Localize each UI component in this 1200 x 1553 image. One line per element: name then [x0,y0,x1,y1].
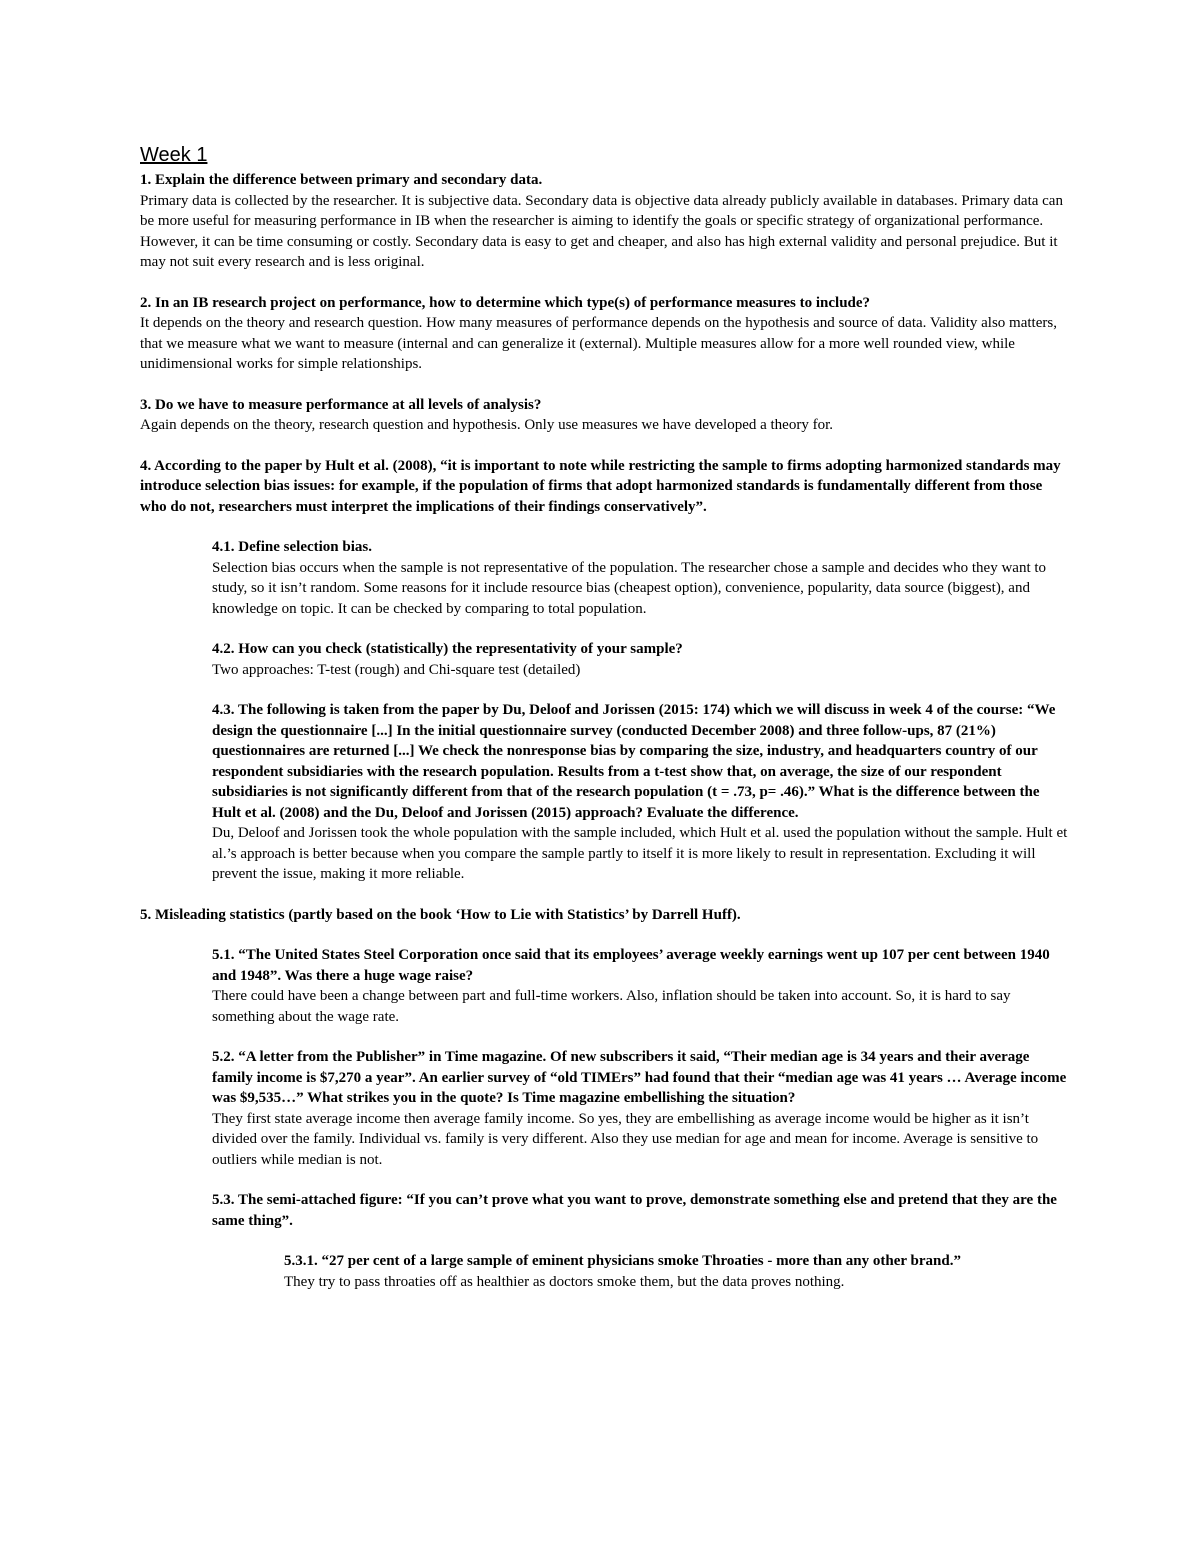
question-5-1: 5.1. “The United States Steel Corporation once said that its employees’ average weekly earnings went up 107 per cent between 1940 and 1948”. Was there a huge wage raise? [212,947,1050,984]
question-block-5-2 [212,1047,1070,1170]
answer-5-1: There could have been a change between part and full-time workers. Also, inflation should be taken into account. So, it is hard to say something about the wage rate. [212,988,1011,1025]
question-5-3: 5.3. The semi-attached figure: “If you can’t prove what you want to prove, demonstrate something else and pretend that they are the same thing”. [212,1192,1057,1229]
answer-5-2: They first state average income then average family income. So yes, they are embellishing as average income would be higher as it isn’t divided over the family. Individual vs. family is very different. Also they use median for age and mean for income. Average is sensitive to outliers while median is not. [212,1110,1039,1168]
question-4: 4. According to the paper by Hult et al. (2008), “it is important to note while restricting the sample to firms adopting harmonized standards may introduce selection bias issues: for example, if the population of firms that adopt harmonized standards is fundamentally different from those who do not, researchers must interpret the implications of their findings conservatively”. [140,457,1061,515]
question-block-4-3 [212,700,1070,885]
question-4-1: 4.1. Define selection bias. [212,539,372,555]
question-block-2 [140,293,1070,375]
document-page [140,142,1070,1312]
question-block-5-3-1 [284,1251,1070,1292]
answer-4-1: Selection bias occurs when the sample is not representative of the population. The researcher chose a sample and decides who they want to study, so it isn’t random. Some reasons for it include resource bias (cheapest option), convenience, popularity, data source (biggest), and knowledge on topic. It can be checked by comparing to total population. [212,559,1047,617]
answer-5-3-1: They try to pass throaties off as healthier as doctors smoke them, but the data proves nothing. [284,1273,845,1290]
question-4-2: 4.2. How can you check (statistically) the representativity of your sample? [212,641,683,657]
question-block-5 [140,905,1070,926]
question-block-5-3 [212,1190,1070,1231]
question-block-3 [140,395,1070,436]
question-block-4 [140,456,1070,518]
answer-4-2: Two approaches: T-test (rough) and Chi-square test (detailed) [212,661,581,678]
answer-1: Primary data is collected by the researcher. It is subjective data. Secondary data is objective data already publicly available in databases. Primary data can be more useful for measuring performance in IB when the researcher is aiming to identify the goals or specific strategy of organizational performance. However, it can be time consuming or costly. Secondary data is easy to get and cheaper, and also has high external validity and personal prejudice. But it may not suit every research and is less original. [140,192,1063,270]
question-block-4-1 [212,537,1070,619]
answer-2: It depends on the theory and research question. How many measures of performance depends on the hypothesis and source of data. Validity also matters, that we measure what we want to measure (internal and can generalize it (external). Multiple measures allow for a more well rounded view, while unidimensional works for simple relationships. [140,315,1057,372]
question-block-4-2 [212,639,1070,680]
question-4-3: 4.3. The following is taken from the paper by Du, Deloof and Jorissen (2015: 174) which we will discuss in week 4 of the course: “We design the questionnaire [...] In the initial questionnaire survey (conducted December 2008) and three follow-ups, 87 (21%) questionnaires are returned [...] We check the nonresponse bias by comparing the size, industry, and headquarters country of our respondent subsidiaries with the research population. Results from a t-test show that, on average, the size of our respondent subsidiaries is not significantly different from that of the research population (t = .73, p= .46).” What is the difference between the Hult et al. (2008) and the Du, Deloof and Jorissen (2015) approach? Evaluate the difference. [212,702,1056,821]
question-5-3-1: 5.3.1. “27 per cent of a large sample of eminent physicians smoke Throaties - more than any other brand.” [284,1253,961,1269]
answer-3: Again depends on the theory, research question and hypothesis. Only use measures we have developed a theory for. [140,417,833,433]
question-5: 5. Misleading statistics (partly based on the book ‘How to Lie with Statistics’ by Darrell Huff). [140,906,741,923]
page-title: Week 1 [140,144,208,166]
question-5-2: 5.2. “A letter from the Publisher” in Time magazine. Of new subscribers it said, “Their median age is 34 years and their average family income is $7,270 a year”. An earlier survey of “old TIMErs” had found that their “median age was 41 years … Average income was $9,535…” What strikes you in the quote? Is Time magazine embellishing the situation? [212,1049,1067,1106]
question-block-5-1 [212,945,1070,1027]
question-block-1 [140,170,1070,273]
question-2: 2. In an IB research project on performance, how to determine which type(s) of performance measures to include? [140,294,871,311]
question-3: 3. Do we have to measure performance at all levels of analysis? [140,396,542,413]
question-1: 1. Explain the difference between primary and secondary data. [140,172,543,188]
answer-4-3: Du, Deloof and Jorissen took the whole population with the sample included, which Hult et al. used the population without the sample. Hult et al.’s approach is better because when you compare the sample partly to itself it is more likely to result in representation. Excluding it will prevent the issue, making it more reliable. [212,825,1068,882]
